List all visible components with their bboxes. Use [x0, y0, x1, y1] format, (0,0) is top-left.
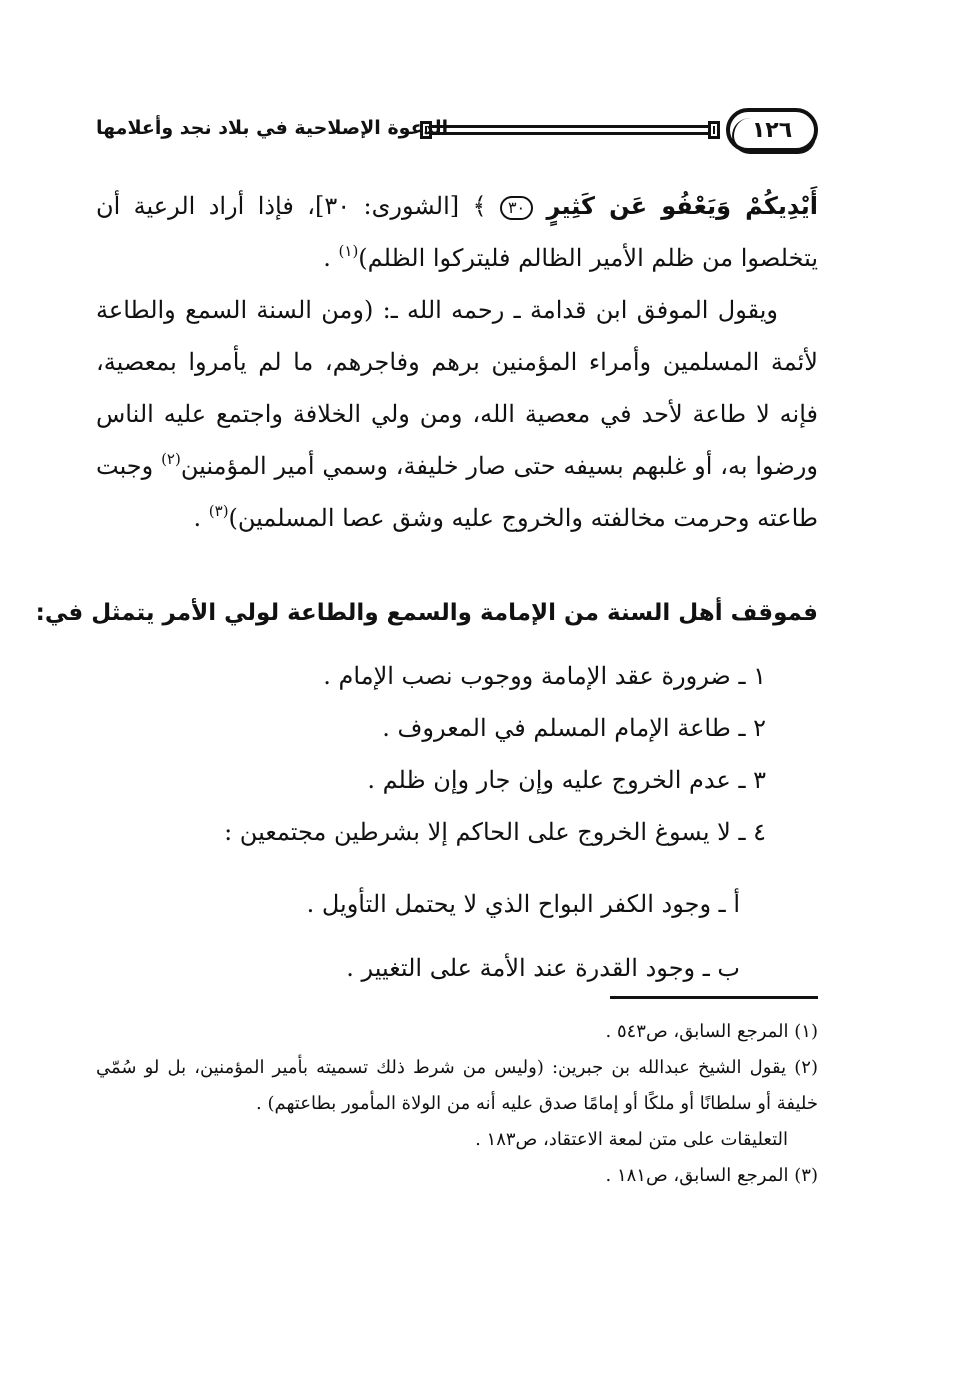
list-item: ٢ ـ طاعة الإمام المسلم في المعروف . — [382, 714, 766, 742]
section-heading: فموقف أهل السنة من الإمامة والسمع والطاعة لولي الأمر يتمثل في: — [35, 600, 818, 626]
verse-citation: [الشورى: ٣٠]، فإذا أراد الرعية أن يتخلصوا من ظلم الأمير الظالم فليتركوا الظلم) — [96, 192, 818, 272]
quote-text: ويقول الموفق ابن قدامة ـ رحمه الله ـ: (ومن السنة السمع والطاعة لأئمة المسلمين وأمراء المؤمنين برهم وفاجرهم، ما لم يأمروا بمعصية، فإنه لا طاعة لأحد في معصية الله، ومن ولي الخلافة واجتمع عليه الناس ورضوا به، أو غلبهم بسيفه حتى صار خليفة، وسمي أمير المؤمنين — [96, 296, 818, 480]
sublist-item: ب ـ وجود القدرة عند الأمة على التغيير . — [346, 954, 740, 982]
list-item: ٣ ـ عدم الخروج عليه وإن جار وإن ظلم . — [367, 766, 766, 794]
list-item: ١ ـ ضرورة عقد الإمامة ووجوب نصب الإمام . — [323, 662, 766, 690]
running-title: الدعوة الإصلاحية في بلاد نجد وأعلامها — [96, 117, 449, 139]
numbered-list — [224, 650, 818, 858]
footnote-ref-3[interactable]: (٣) — [208, 502, 229, 520]
conditions-sublist — [307, 872, 818, 1000]
paragraph-end: . — [193, 504, 209, 532]
running-header — [96, 108, 818, 154]
page-number-badge — [726, 108, 818, 152]
verse-close-bracket: ﴾ — [472, 192, 487, 220]
footnote-ref-2[interactable]: (٢) — [161, 450, 181, 468]
list-item: ٤ ـ لا يسوغ الخروج على الحاكم إلا بشرطين مجتمعين : — [224, 818, 766, 846]
ornament-double-line — [432, 125, 708, 135]
header-ornament-rule — [420, 121, 720, 139]
sublist-item: أ ـ وجود الكفر البواح الذي لا يحتمل التأويل . — [306, 890, 740, 918]
footnote-ref-1[interactable]: (١) — [338, 242, 359, 260]
footnote-3: (٣) المرجع السابق، ص١٨١ . — [605, 1165, 818, 1186]
quran-verse: أَيْدِيكُمْ وَيَعْفُو عَن كَثِيرٍ — [546, 192, 819, 220]
paragraph-ibn-qudama — [96, 284, 818, 544]
footnotes — [96, 1014, 818, 1194]
footnote-2: (٢) يقول الشيخ عبدالله بن جبرين: (وليس من شرط ذلك تسميته بأمير المؤمنين، بل لو سُمّي خليفة أو سلطانًا أو ملكًا أو إمامًا صدق عليه أنه من الولاة المأمور بطاعتهم) . — [96, 1057, 818, 1114]
paragraph-verse-continuation — [96, 180, 818, 284]
paragraph-end: . — [323, 244, 339, 272]
footnote-separator — [610, 996, 818, 999]
footnote-1: (١) المرجع السابق، ص٥٤٣ . — [605, 1021, 818, 1042]
ornament-block-right — [708, 121, 720, 139]
page-number: ١٢٦ — [751, 117, 793, 143]
ayah-number-marker: ٣٠ — [500, 196, 533, 220]
quote-text-continued: وجبت طاعته وحرمت مخالفته والخروج عليه وشق عصا المسلمين) — [96, 452, 818, 532]
main-text — [96, 180, 818, 544]
footnote-2-source: التعليقات على متن لمعة الاعتقاد، ص١٨٣ . — [475, 1129, 788, 1150]
